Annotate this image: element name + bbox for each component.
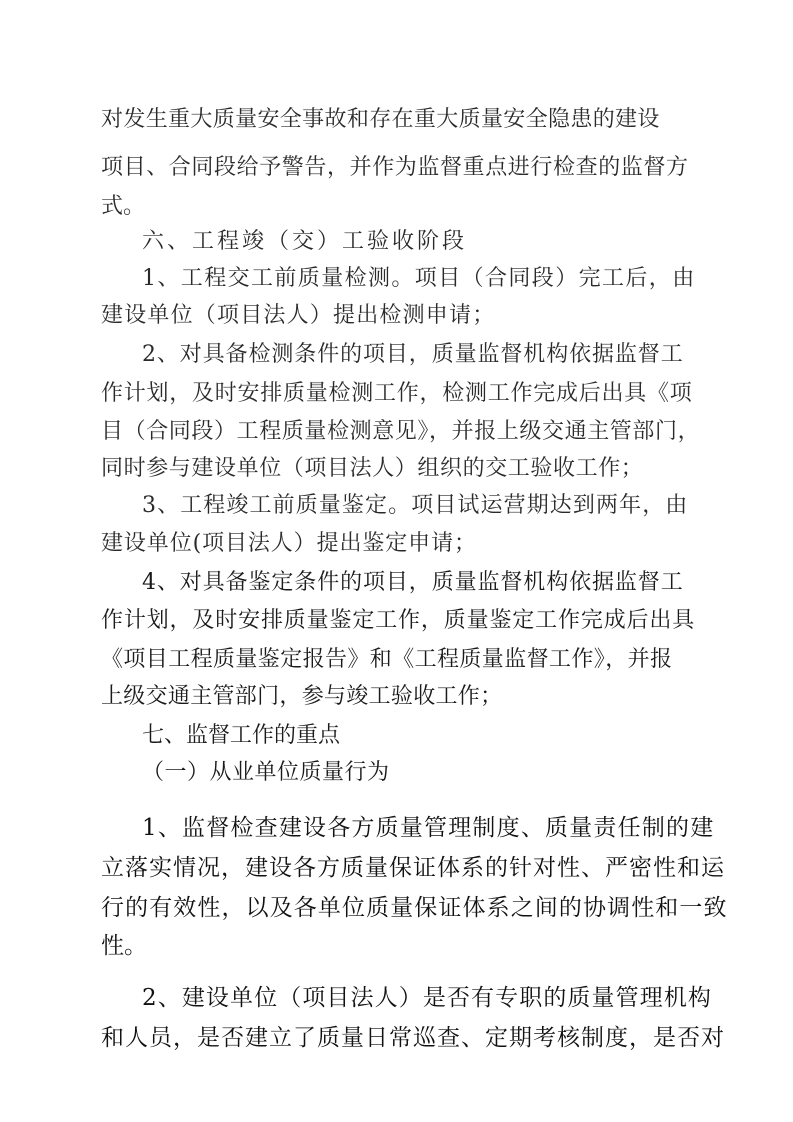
text-line: 性。 xyxy=(101,933,147,959)
text-line: 3、工程竣工前质量鉴定。项目试运营期达到两年，由 xyxy=(142,493,689,518)
text-line: 《项目工程质量鉴定报告》和《工程质量监督工作》，并报 xyxy=(101,647,673,672)
text-line: 1、工程交工前质量检测。项目（合同段）完工后，由 xyxy=(142,266,696,291)
text-line: 式。 xyxy=(101,194,146,219)
text-line: 作计划，及时安排质量检测工作，检测工作完成后出具《项 xyxy=(101,381,693,406)
text-line: 建设单位(项目法人）提出鉴定申请； xyxy=(101,531,477,556)
text-line: 上级交通主管部门，参与竣工验收工作； xyxy=(101,684,503,709)
text-line: 项目、合同段给予警告，并作为监督重点进行检查的监督方 xyxy=(101,155,689,180)
text-line: 同时参与建设单位（项目法人）组织的交工验收工作； xyxy=(101,456,644,481)
text-line: 作计划，及时安排质量鉴定工作，质量鉴定工作完成后出具 xyxy=(101,608,696,633)
text-line: 目（合同段）工程质量检测意见》，并报上级交通主管部门， xyxy=(101,419,701,444)
text-line: 2、建设单位（项目法人）是否有专职的质量管理机构 xyxy=(142,985,713,1011)
text-line: 2、对具备检测条件的项目，质量监督机构依据监督工 xyxy=(142,342,684,367)
text-line: 行的有效性，以及各单位质量保证体系之间的协调性和一致 xyxy=(101,895,728,921)
text-line: 4、对具备鉴定条件的项目，质量监督机构依据监督工 xyxy=(142,570,684,595)
subsection-heading: （一）从业单位质量行为 xyxy=(142,760,390,785)
text-line: 对发生重大质量安全事故和存在重大质量安全隐患的建设 xyxy=(101,107,660,132)
text-line: 和人员，是否建立了质量日常巡查、定期考核制度，是否对 xyxy=(101,1025,725,1051)
section-heading: 七、监督工作的重点 xyxy=(142,723,341,748)
text-line: 1、监督检查建设各方质量管理制度、质量责任制的建 xyxy=(142,815,715,841)
text-line: 建设单位（项目法人）提出检测申请； xyxy=(101,303,496,328)
text-line: 立落实情况，建设各方质量保证体系的针对性、严密性和运 xyxy=(101,855,725,881)
section-heading: 六、工程竣（交）工验收阶段 xyxy=(142,229,468,254)
